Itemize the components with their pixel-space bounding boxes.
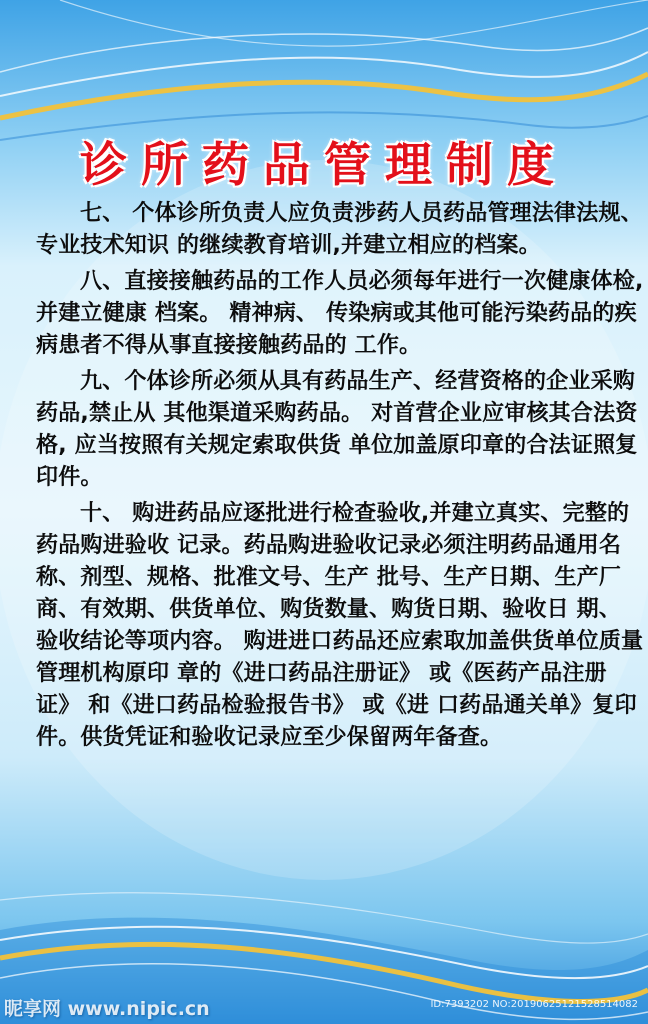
- top-wave-white-2: [0, 28, 648, 72]
- page-title: 诊所药品管理制度: [80, 138, 568, 193]
- paragraph-9: 九、个体诊所必须从具有药品生产、经营资格的企业采购药品,禁止从 其他渠道采购药品。 对首营企业应审核其合法资格, 应当按照有关规定索取供货 单位加盖原印章的合法证照复印件。: [36, 369, 638, 490]
- paragraph-7: 七、 个体诊所负责人应负责涉药人员药品管理法律法规、 专业技术知识 的继续教育培训,并建立相应的档案。: [36, 201, 643, 258]
- paragraph-10: 十、 购进药品应逐批进行检查验收,并建立真实、完整的药品购进验收 记录。药品购进验收记录必须注明药品通用名称、剂型、规格、批准文号、生产 批号、生产日期、生产厂商、有效期、供货单位、购货数量、购货日期、验收日 期、 验收结论等项内容。 购进进口药品还应索取加盖供货单位质量管理机构原印 章的《进口药品注册证》 或《医药产品注册证》 和《进口药品检验报告书》 或《进 口药品通关单》复印件。供货凭证和验收记录应至少保留两年备查。: [36, 501, 644, 750]
- top-wave-white-3: [60, 0, 648, 46]
- paragraph-8: 八、直接接触药品的工作人员必须每年进行一次健康体检,并建立健康 档案。 精神病、 传染病或其他可能污染药品的疾病患者不得从事直接接触药品的 工作。: [36, 269, 644, 358]
- top-wave-white-1: [0, 52, 648, 96]
- regulation-text: [36, 196, 648, 758]
- watermark-id: ID:7393202 NO:20190625121528514082: [430, 999, 638, 1010]
- watermark-logo: 昵享网 www.nipic.cn: [4, 998, 210, 1020]
